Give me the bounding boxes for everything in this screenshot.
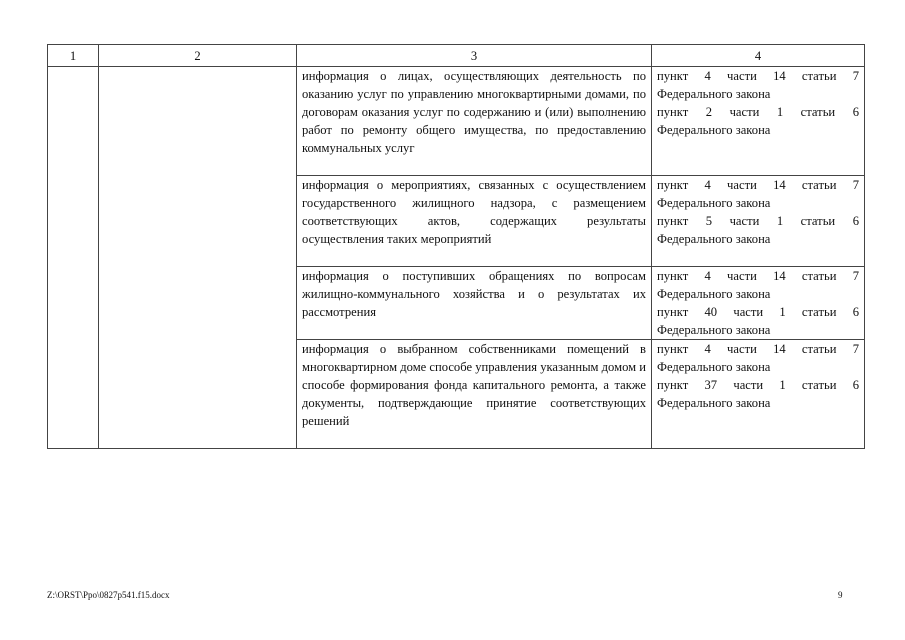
info-description: информация о мероприятиях, связанных с осуществлением государственного жилищного надзора, с размещением соответствующих актов, содержащих результаты осуществления таких мероприятий — [297, 176, 652, 267]
reference-line: пункт 4 части 14 статьи 7 — [657, 269, 859, 283]
legal-references — [652, 176, 865, 267]
page-number: 9 — [838, 590, 843, 600]
footer-file-path: Z:\ORST\Ppo\0827p541.f15.docx — [47, 590, 170, 600]
column-header-4: 4 — [652, 45, 865, 67]
reference-law: Федерального закона — [657, 360, 771, 374]
reference-line: пункт 4 части 14 статьи 7 — [657, 69, 859, 83]
info-description: информация о лицах, осуществляющих деятельность по оказанию услуг по управлению многоквартирными домами, по договорам оказания услуг по содержанию и (или) выполнению работ по ремонту общего имущества, по предоставлению коммунальных услуг — [297, 67, 652, 176]
legal-references — [652, 340, 865, 449]
legal-table — [47, 44, 865, 449]
reference-law: Федерального закона — [657, 123, 771, 137]
info-description: информация о выбранном собственниками помещений в многоквартирном доме способе управления указанным домом и способе формирования фонда капитального ремонта, а также документы, подтверждающие принятие соответствующих решений — [297, 340, 652, 449]
reference-law: Федерального закона — [657, 196, 771, 210]
column-header-2: 2 — [99, 45, 297, 67]
legal-references — [652, 67, 865, 176]
table-cell-col1 — [48, 67, 99, 449]
reference-line: пункт 2 части 1 статьи 6 — [657, 105, 859, 119]
reference-law: Федерального закона — [657, 287, 771, 301]
reference-law: Федерального закона — [657, 323, 771, 337]
reference-law: Федерального закона — [657, 232, 771, 246]
table-row — [48, 67, 865, 176]
column-header-1: 1 — [48, 45, 99, 67]
reference-law: Федерального закона — [657, 87, 771, 101]
reference-line: пункт 4 части 14 статьи 7 — [657, 178, 859, 192]
legal-references — [652, 267, 865, 340]
reference-law: Федерального закона — [657, 396, 771, 410]
table-cell-col2 — [99, 67, 297, 449]
table-header-row — [48, 45, 865, 67]
column-header-3: 3 — [297, 45, 652, 67]
reference-line: пункт 5 части 1 статьи 6 — [657, 214, 859, 228]
reference-line: пункт 40 части 1 статьи 6 — [657, 305, 859, 319]
reference-line: пункт 4 части 14 статьи 7 — [657, 342, 859, 356]
info-description: информация о поступивших обращениях по вопросам жилищно-коммунального хозяйства и о результатах их рассмотрения — [297, 267, 652, 340]
reference-line: пункт 37 части 1 статьи 6 — [657, 378, 859, 392]
